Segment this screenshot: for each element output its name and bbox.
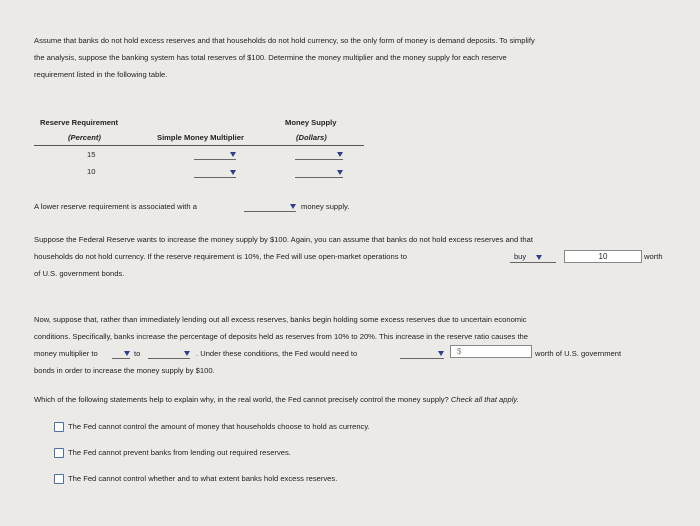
excess-under-label: . Under these conditions, the Fed would need to — [196, 349, 358, 358]
lower-reserve-text: A lower reserve requirement is associated with a — [34, 202, 197, 211]
col-supply-sub: (Dollars) — [296, 133, 327, 142]
chevron-down-icon — [337, 152, 343, 157]
excess-amount-input[interactable] — [450, 345, 532, 358]
fed-action-value: buy — [514, 252, 527, 261]
chevron-down-icon — [184, 351, 190, 356]
lower-reserve-dropdown[interactable] — [244, 200, 296, 212]
supply-10-dropdown[interactable] — [295, 166, 343, 178]
question-text — [34, 391, 519, 408]
chevron-down-icon — [536, 255, 542, 260]
option-1-checkbox[interactable] — [54, 422, 64, 432]
fed-line-2: households do not hold currency. If the reserve requirement is 10%, the Fed will use open-market operations to — [34, 252, 407, 261]
table-header-rule — [34, 145, 364, 146]
excess-line-2: conditions. Specifically, banks increase the percentage of deposits held as reserves from 10% to 20%. This increase in the reserve ratio causes the — [34, 332, 528, 341]
chevron-down-icon — [230, 170, 236, 175]
chevron-down-icon — [230, 152, 236, 157]
question-hint: Check all that apply. — [450, 395, 519, 404]
mm-to-dropdown[interactable] — [148, 347, 190, 359]
multiplier-15-dropdown[interactable] — [194, 148, 236, 160]
supply-15-dropdown[interactable] — [295, 148, 343, 160]
chevron-down-icon — [337, 170, 343, 175]
excess-line-4: bonds in order to increase the money supply by $100. — [34, 366, 215, 375]
row-reserve-10: 10 — [87, 167, 96, 176]
fed-worth-label: worth — [644, 252, 663, 261]
option-3-checkbox[interactable] — [54, 474, 64, 484]
excess-worth-label: worth of U.S. government — [535, 349, 622, 358]
option-2-label[interactable]: The Fed cannot prevent banks from lending out required reserves. — [68, 448, 291, 457]
fed-amount-input[interactable]: 10 — [564, 250, 642, 263]
dollar-prefix: $ — [457, 347, 462, 356]
multiplier-10-dropdown[interactable] — [194, 166, 236, 178]
row-reserve-15: 15 — [87, 150, 96, 159]
excess-line-1: Now, suppose that, rather than immediately lending out all excess reserves, banks begin holding some excess reserves due to uncertain economic — [34, 315, 527, 324]
intro-line-1: Assume that banks do not hold excess reserves and that households do not hold currency, so the only form of money is demand deposits. To simplify — [34, 36, 535, 45]
excess-action-dropdown[interactable] — [400, 347, 444, 359]
chevron-down-icon — [290, 204, 296, 209]
col-reserve-sub: (Percent) — [68, 133, 101, 142]
question-main: Which of the following statements help to explain why, in the real world, the Fed cannot precisely control the money supply? — [34, 395, 449, 404]
chevron-down-icon — [438, 351, 444, 356]
option-1-label[interactable]: The Fed cannot control the amount of money that households choose to hold as currency. — [68, 422, 370, 431]
col-multiplier-header: Simple Money Multiplier — [157, 133, 244, 142]
col-supply-header: Money Supply — [285, 118, 337, 127]
intro-line-2: the analysis, suppose the banking system has total reserves of $100. Determine the money multiplier and the money supply for each reserve — [34, 53, 507, 62]
col-reserve-header: Reserve Requirement — [40, 118, 119, 127]
chevron-down-icon — [124, 351, 130, 356]
excess-to-label: to — [134, 349, 141, 358]
fed-action-dropdown[interactable] — [510, 251, 556, 263]
excess-mm-label: money multiplier to — [34, 349, 98, 358]
intro-line-3: requirement listed in the following table. — [34, 70, 168, 79]
option-3-label[interactable]: The Fed cannot control whether and to what extent banks hold excess reserves. — [68, 474, 338, 483]
lower-reserve-after: money supply. — [301, 202, 350, 211]
fed-line-3: of U.S. government bonds. — [34, 269, 125, 278]
option-2-checkbox[interactable] — [54, 448, 64, 458]
fed-line-1: Suppose the Federal Reserve wants to increase the money supply by $100. Again, you can assume that banks do not hold excess reserves and that — [34, 235, 533, 244]
mm-from-dropdown[interactable] — [112, 347, 130, 359]
